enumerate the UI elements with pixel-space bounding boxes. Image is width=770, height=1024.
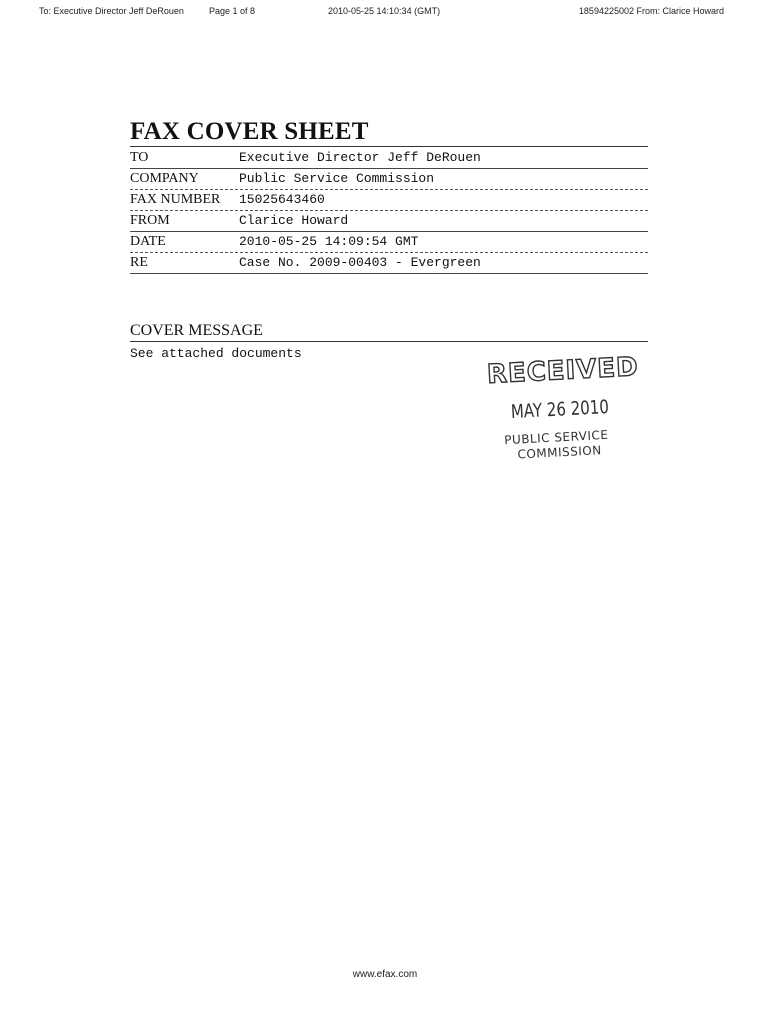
field-value-fax-number: 15025643460	[239, 192, 325, 207]
fax-header-page: Page 1 of 8	[209, 6, 256, 16]
field-row-date	[130, 232, 648, 253]
fax-header-timestamp: 2010-05-25 14:10:34 (GMT)	[328, 6, 441, 16]
field-value-from: Clarice Howard	[239, 213, 349, 228]
field-value-re: Case No. 2009-00403 - Evergreen	[239, 255, 481, 270]
cover-message-divider	[130, 341, 648, 342]
stamp-received-text: RECEIVED	[486, 352, 640, 391]
cover-message-title: COVER MESSAGE	[130, 322, 263, 339]
field-label-date: DATE	[130, 234, 166, 249]
stamp-org-line-2: COMMISSION	[517, 443, 603, 462]
field-label-to: TO	[130, 150, 149, 165]
fax-fields	[130, 148, 648, 274]
fax-header-to: To: Executive Director Jeff DeRouen	[39, 6, 184, 16]
field-value-to: Executive Director Jeff DeRouen	[239, 150, 481, 165]
field-row-re	[130, 253, 648, 274]
field-row-company	[130, 169, 648, 190]
cover-message-body: See attached documents	[130, 346, 302, 361]
fax-transmission-header	[0, 6, 770, 20]
footer-url: www.efax.com	[352, 969, 418, 980]
field-label-re: RE	[130, 255, 148, 270]
stamp-org-line-1: PUBLIC SERVICE	[503, 427, 609, 448]
field-label-company: COMPANY	[130, 171, 199, 186]
field-value-date: 2010-05-25 14:09:54 GMT	[239, 234, 419, 249]
field-label-from: FROM	[130, 213, 170, 228]
field-row-from	[130, 211, 648, 232]
received-stamp	[467, 347, 663, 477]
field-row-fax-number	[130, 190, 648, 211]
field-value-company: Public Service Commission	[239, 171, 435, 186]
fax-header-from: 18594225002 From: Clarice Howard	[578, 6, 724, 16]
field-label-fax-number: FAX NUMBER	[130, 192, 221, 207]
title-divider	[130, 146, 648, 147]
stamp-date: MAY 26 2010	[510, 395, 610, 424]
page-title: FAX COVER SHEET	[130, 118, 369, 145]
field-row-to	[130, 148, 648, 169]
